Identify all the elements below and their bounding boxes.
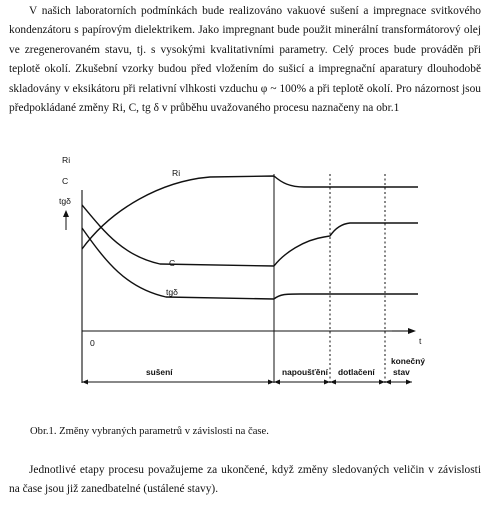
y-arrow-icon — [63, 210, 69, 230]
stage-label-stav: stav — [393, 367, 410, 377]
time-label: t — [419, 336, 422, 346]
curve-label-ri: Ri — [172, 168, 181, 178]
curve-label-c: C — [169, 258, 176, 268]
figure-caption: Obr.1. Změny vybraných parametrů v závislosti na čase. — [30, 426, 269, 437]
intro-paragraph: V našich laboratorních podmínkách bude realizováno vakuové sušení a impregnace svitkového kondenzátoru s papírovým dielektrikem. Jako impregnant bude použit minerální transformátorový olej ve zregenerovaném stavu, tj. s vysokými kvalitativními parametry. Celý proces bude prováděn při teplotě okolí. Zkušební vzorky budou před vložením do sušicí a impregnační aparatury dlouhodobě skladovány v eksikátoru při relativní vlhkosti vzduchu φ ~ 100% a při teplotě okolí. Pro názornost jsou předpokládané změny Ri, C, tg δ v průběhu uvažovaného procesu naznačeny na obr.1 — [9, 5, 481, 115]
stage-label-konečný: konečný — [391, 356, 425, 366]
curve-label-tg: tgδ — [166, 287, 178, 297]
origin-label: 0 — [90, 338, 95, 348]
curve-c — [82, 205, 418, 266]
curve-ri — [82, 176, 418, 249]
closing-paragraph: Jednotlivé etapy procesu považujeme za ukončené, když změny sledovaných veličin v závislosti na čase jsou již zanedbatelné (ustálené stavy). — [9, 464, 481, 496]
stage-label-sušení: sušení — [146, 367, 173, 377]
curve-tg — [82, 228, 418, 299]
stage-label-dotlačení: dotlačení — [338, 367, 375, 377]
y-label-ri: Ri — [62, 155, 71, 165]
y-label-c: C — [62, 176, 69, 186]
t-arrow-icon — [408, 328, 416, 334]
stage-label-napoušťění: napoušťění — [282, 367, 328, 377]
y-label-tg: tgδ — [59, 196, 71, 206]
